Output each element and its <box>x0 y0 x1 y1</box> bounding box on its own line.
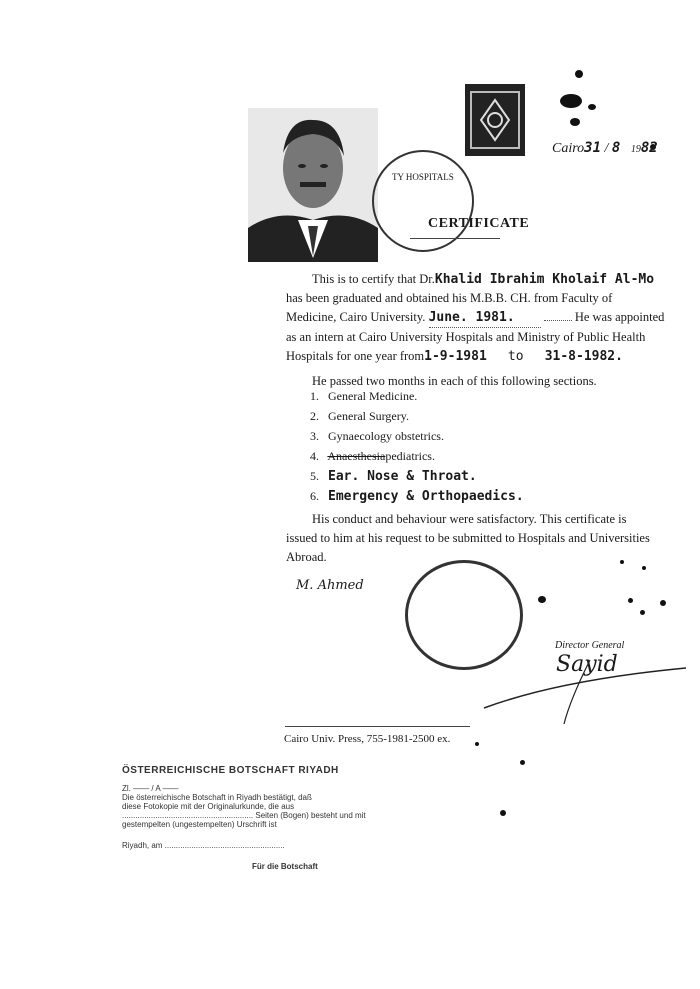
date-year-suffix: 82 <box>640 140 658 156</box>
list-item: 4. Anaesthesiapediatrics. <box>310 449 435 463</box>
date-city: Cairo <box>552 141 585 156</box>
press-line: Cairo Univ. Press, 755-1981-2500 ex. <box>284 733 451 745</box>
list-item: 3. Gynaecology obstetrics. <box>310 429 444 443</box>
conduct-paragraph: His conduct and behaviour were satisfactory. This certificate is issued to him at his request to be submitted to Hospitals and Universities Abroad. <box>286 512 650 564</box>
list-item: 1. General Medicine. <box>310 389 418 403</box>
body-line-2: has been graduated and obtained his M.B.B. CH. from Faculty of <box>286 291 613 305</box>
date-month: 8 <box>611 140 621 156</box>
seal-text: TY HOSPITALS <box>392 172 454 182</box>
embassy-heading: ÖSTERREICHISCHE BOTSCHAFT RIYADH <box>122 765 339 776</box>
sections-list <box>310 389 524 509</box>
certificate-body <box>286 270 700 391</box>
revenue-stamp <box>465 84 525 156</box>
internship-start: 1-9-1981 <box>424 349 487 364</box>
press-divider <box>285 726 470 727</box>
signature-stroke <box>480 640 690 730</box>
applicant-photo <box>248 108 378 262</box>
graduation-date: June. 1981. <box>429 308 541 328</box>
certificate-title: CERTIFICATE <box>428 216 530 231</box>
certificate-date: Cairo31 / 8 1982 <box>552 140 658 156</box>
date-year-prefix: 19 <box>630 144 641 155</box>
director-signature: Sayid <box>556 652 618 677</box>
hospital-seal <box>372 150 474 252</box>
body-line-1: This is to certify that Dr.Khalid Ibrahim Kholaif Al-Mo <box>312 272 655 287</box>
doctor-name: Khalid Ibrahim Kholaif Al-Mo <box>434 272 655 287</box>
title-underline <box>410 238 500 239</box>
list-item: 2. General Surgery. <box>310 409 409 423</box>
left-signature: M. Ahmed <box>296 578 364 593</box>
body-line-3: Medicine, Cairo University. June. 1981. He was appointed <box>286 308 700 328</box>
list-item: 6. Emergency & Orthopaedics. <box>310 489 524 504</box>
body-line-5: Hospitals for one year from1-9-1981 to 31-8-1982. <box>286 349 623 364</box>
sections-intro: He passed two months in each of this following sections. <box>312 374 597 388</box>
director-title: Director General <box>555 640 625 651</box>
embassy-stamp: ÖSTERREICHISCHE BOTSCHAFT RIYADH Zl. —— / A —— Die österreichische Botschaft in Riyadh bestätigt, daß diese Fotokopie mit der Originalurkunde, die aus ........................................................... Seiten (Bogen) besteht und mit gestempelten (ungestempelten) Urschrift ist Riyadh, am ...................................................... Für die Botschaft <box>122 765 366 871</box>
date-day: 31 <box>584 140 602 156</box>
body-line-4: as an intern at Cairo University Hospitals and Ministry of Public Health <box>286 330 646 344</box>
list-item: 5. Ear. Nose & Throat. <box>310 469 477 484</box>
internship-end: 31-8-1982. <box>544 349 623 364</box>
